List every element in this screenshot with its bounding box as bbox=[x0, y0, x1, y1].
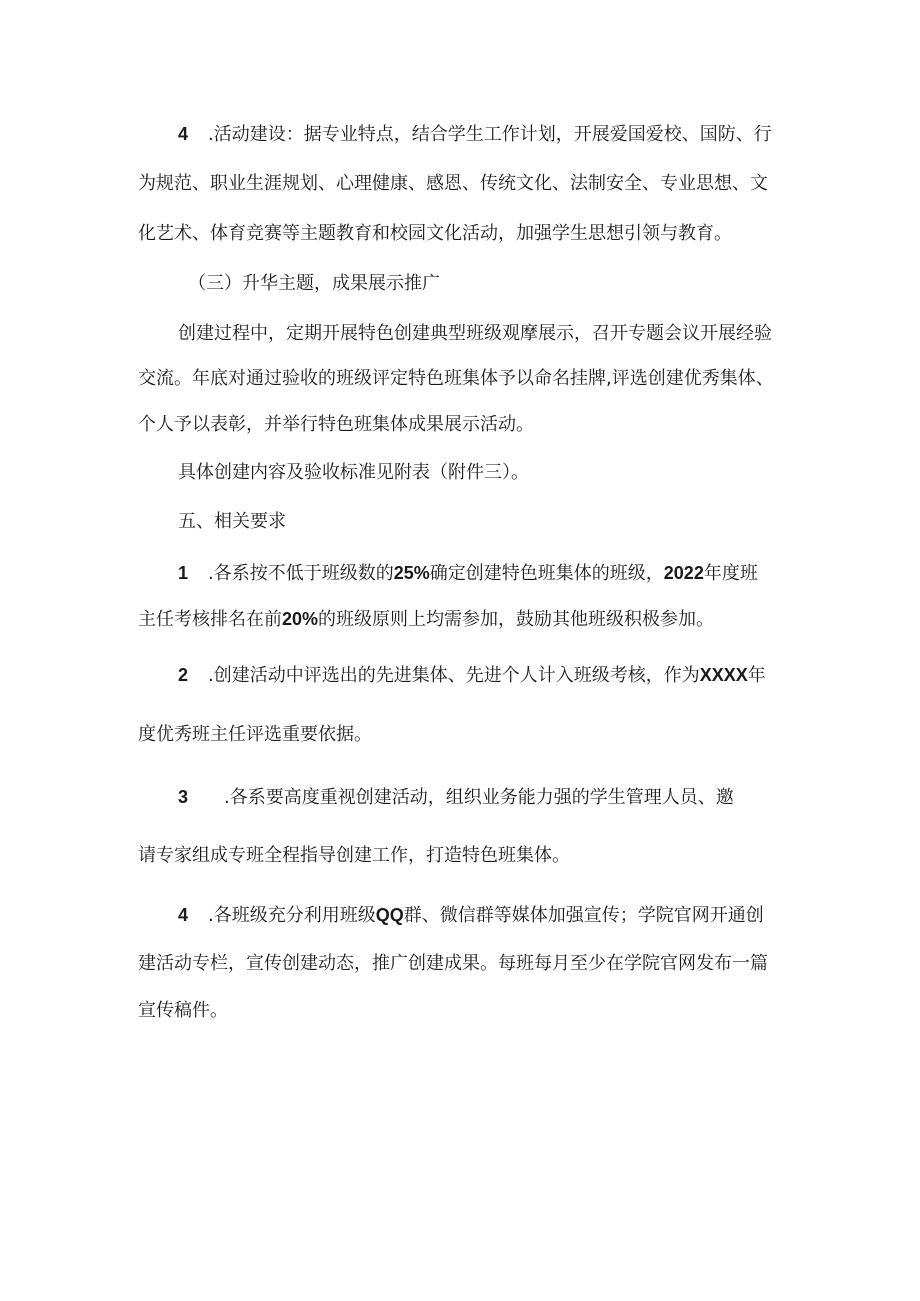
section5-title: 五、相关要求 bbox=[178, 511, 286, 532]
req2-text-a: .创建活动中评选出的先进集体、先进个人计入班级考核，作为 bbox=[208, 665, 700, 686]
req1-text-a: .各系按不低于班级数的 bbox=[208, 563, 394, 584]
item4-number: 4 bbox=[178, 124, 189, 144]
req3-line2: 请专家组成专班全程指导创建工作，打造特色班集体。 bbox=[138, 845, 570, 866]
req3-text-a: .各系要高度重视创建活动，组织业务能力强的学生管理人员、邀 bbox=[224, 787, 734, 808]
req1-percent1: 25% bbox=[393, 563, 430, 583]
req1-year: 2022 bbox=[663, 563, 704, 583]
req1-line2 bbox=[138, 607, 788, 632]
req1-text-c: 年度班 bbox=[703, 563, 758, 584]
req1-percent2: 20% bbox=[282, 609, 319, 629]
item4-line2: 为规范、职业生涯规划、心理健康、感恩、传统文化、法制安全、专业思想、文 bbox=[138, 173, 768, 194]
req1-number: 1 bbox=[178, 563, 189, 583]
req2-line2: 度优秀班主任评选重要依据。 bbox=[138, 724, 372, 745]
req4-qq: QQ bbox=[375, 905, 404, 925]
item4-line1 bbox=[178, 122, 828, 147]
req1-text-b: 确定创建特色班集体的班级， bbox=[429, 563, 664, 584]
appendix-note: 具体创建内容及验收标准见附表（附件三）。 bbox=[178, 462, 529, 483]
req2-number: 2 bbox=[178, 665, 189, 685]
req4-line1 bbox=[178, 903, 828, 928]
req4-line3: 宣传稿件。 bbox=[138, 1000, 228, 1021]
req2-text-b: 年 bbox=[747, 665, 766, 686]
section3-title: （三）升华主题，成果展示推广 bbox=[188, 273, 440, 294]
item4-text-line1: .活动建设：据专业特点，结合学生工作计划，开展爱国爱校、国防、行 bbox=[208, 124, 772, 145]
req4-line2: 建活动专栏，宣传创建动态，推广创建成果。每班每月至少在学院官网发布一篇 bbox=[138, 953, 768, 974]
req3-number: 3 bbox=[178, 787, 189, 807]
section3-para-line3: 个人予以表彰，并举行特色班集体成果展示活动。 bbox=[138, 414, 534, 435]
section3-para-line1: 创建过程中，定期开展特色创建典型班级观摩展示，召开专题会议开展经验 bbox=[178, 323, 772, 344]
section3-para-line2: 交流。年底对通过验收的班级评定特色班集体予以命名挂牌,评选创建优秀集体、 bbox=[138, 368, 774, 389]
item4-line3: 化艺术、体育竞赛等主题教育和校园文化活动，加强学生思想引领与教育。 bbox=[138, 223, 732, 244]
req1-text-e: 的班级原则上均需参加，鼓励其他班级积极参加。 bbox=[318, 609, 715, 630]
req4-number: 4 bbox=[178, 905, 189, 925]
req1-line1 bbox=[178, 561, 828, 586]
req4-text-a: .各班级充分利用班级 bbox=[208, 905, 376, 926]
req4-text-b: 群、微信群等媒体加强宣传；学院官网开通创 bbox=[403, 905, 764, 926]
req3-line1 bbox=[178, 785, 828, 810]
req2-year: XXXX bbox=[699, 665, 748, 685]
req2-line1 bbox=[178, 663, 828, 688]
req1-text-d: 主任考核排名在前 bbox=[138, 609, 282, 630]
